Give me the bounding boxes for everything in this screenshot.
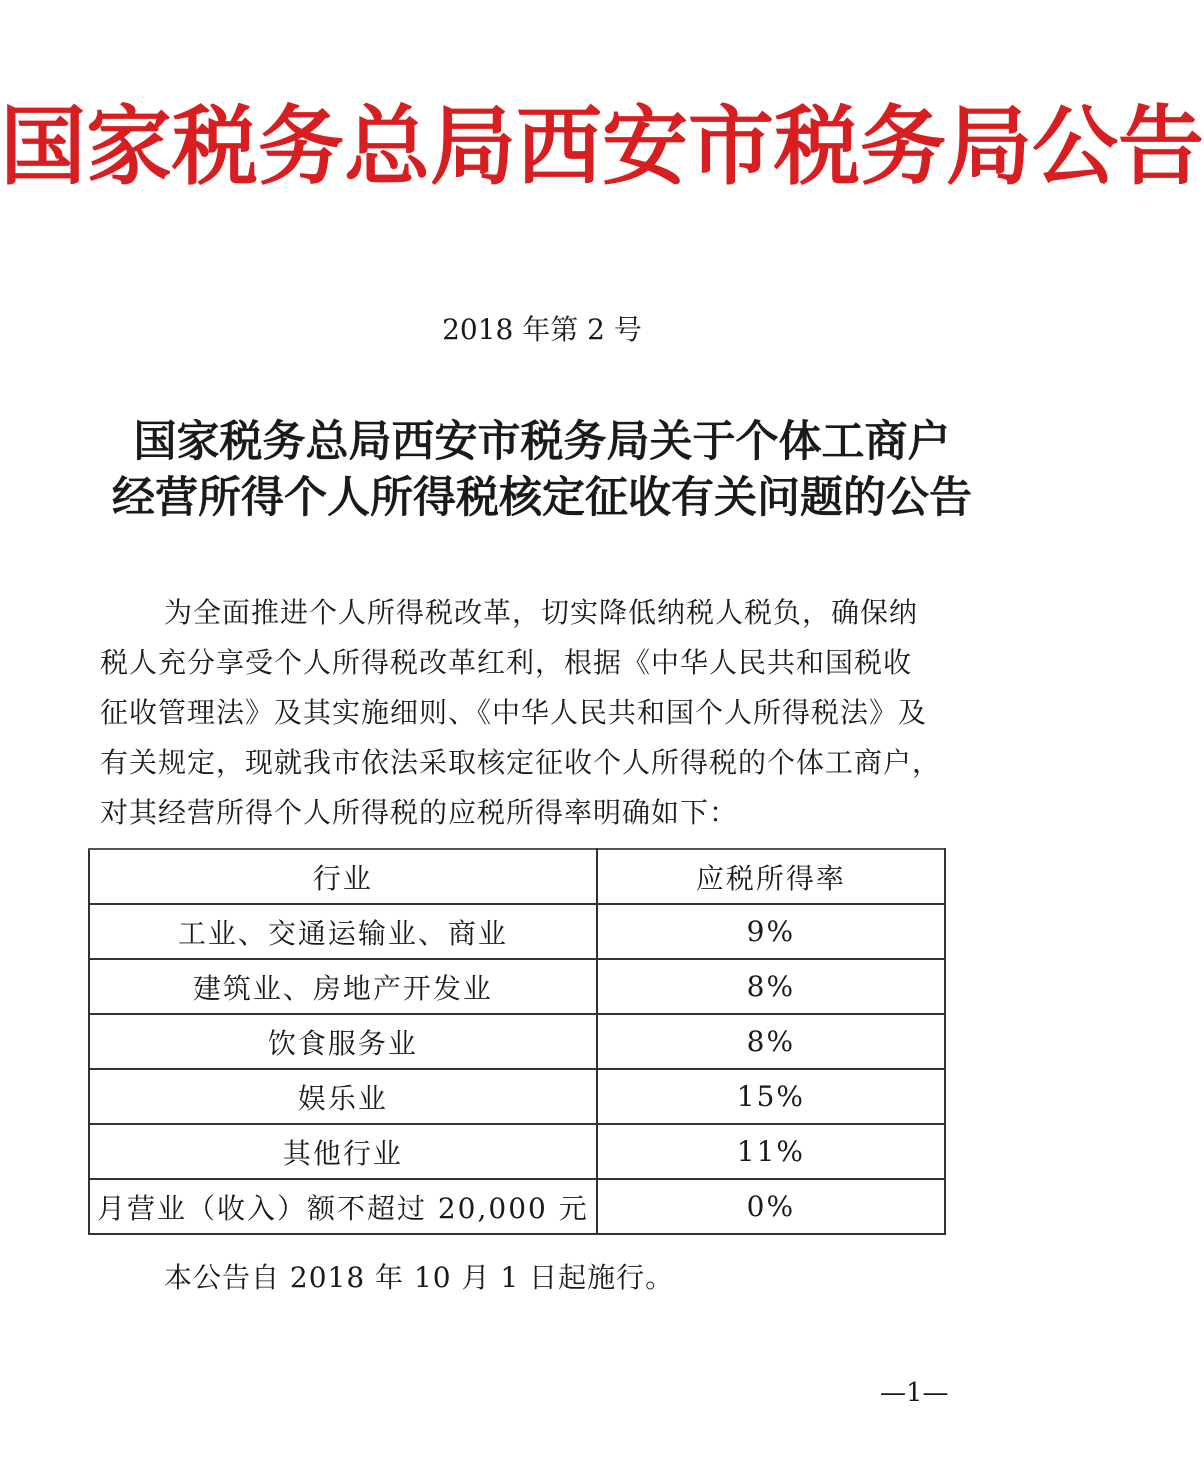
rate-cell: 11% <box>597 1124 945 1179</box>
agency-header-title: 国家税务总局西安市税务局公告 <box>0 96 1204 197</box>
table-header-row <box>89 849 945 904</box>
announcement-title-line: 经营所得个人所得税核定征收有关问题的公告 <box>112 473 972 523</box>
industry-cell: 建筑业、房地产开发业 <box>89 959 597 1014</box>
announcement-title <box>0 414 1084 526</box>
announcement-title-line: 国家税务总局西安市税务局关于个体工商户 <box>133 417 951 467</box>
industry-cell: 饮食服务业 <box>89 1014 597 1069</box>
body-line: 为全面推进个人所得税改革，切实降低纳税人税负，确保纳 <box>164 596 919 629</box>
body-line: 税人充分享受个人所得税改革红利，根据《中华人民共和国税收 <box>100 646 913 679</box>
table-row <box>89 1069 945 1124</box>
rate-cell: 0% <box>597 1179 945 1234</box>
column-header-rate: 应税所得率 <box>597 849 945 904</box>
rate-cell: 15% <box>597 1069 945 1124</box>
rate-cell: 8% <box>597 959 945 1014</box>
industry-cell: 工业、交通运输业、商业 <box>89 904 597 959</box>
effective-date-text: 本公告自 2018 年 10 月 1 日起施行。 <box>164 1261 675 1294</box>
body-line: 有关规定，现就我市依法采取核定征收个人所得税的个体工商户， <box>100 746 942 779</box>
table-row <box>89 1014 945 1069</box>
tax-rate-table <box>88 848 946 1235</box>
body-line: 征收管理法》及其实施细则、《中华人民共和国个人所得税法》及 <box>100 696 928 729</box>
table-row <box>89 904 945 959</box>
industry-cell: 其他行业 <box>89 1124 597 1179</box>
industry-cell: 娱乐业 <box>89 1069 597 1124</box>
body-line: 对其经营所得个人所得税的应税所得率明确如下： <box>100 796 739 829</box>
document-number: 2018 年第 2 号 <box>442 313 642 346</box>
column-header-industry: 行业 <box>89 849 597 904</box>
body-paragraph <box>100 588 995 838</box>
industry-cell: 月营业（收入）额不超过 20,000 元 <box>89 1179 597 1234</box>
table-row <box>89 959 945 1014</box>
rate-cell: 9% <box>597 904 945 959</box>
table-row <box>89 1124 945 1179</box>
table-row <box>89 1179 945 1234</box>
page-number: —1— <box>880 1378 949 1408</box>
rate-cell: 8% <box>597 1014 945 1069</box>
